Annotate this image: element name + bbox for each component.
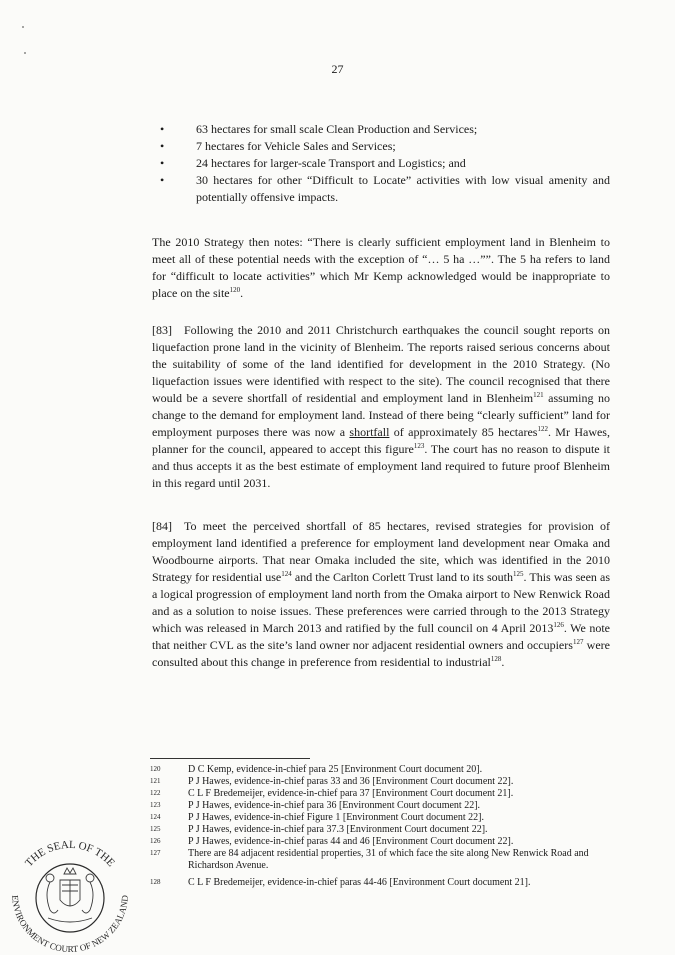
paragraph-text: and the Carlton Corlett Trust land to its south — [291, 570, 513, 584]
scan-mark — [24, 52, 26, 54]
footnote-number: 124 — [150, 813, 161, 821]
paragraph-text: assuming no change to the demand for employment land. Instead of there being “clearly sufficient” land for employment purposes there was now a — [152, 391, 610, 439]
footnote-text: P J Hawes, evidence-in-chief Figure 1 [Environment Court document 22]. — [188, 812, 484, 823]
paragraph-strategy — [152, 234, 610, 302]
coat-of-arms-icon — [46, 868, 94, 922]
paragraph-83 — [152, 322, 610, 492]
paragraph-text: To meet the perceived shortfall of 85 hectares, revised strategies for provision of employment land identified a preference for employment land development near Omaka and Woodbourne airports. That near Omaka included the site, which was identified in the 2010 Strategy for residential use — [152, 519, 610, 584]
footnote-ref: 125 — [513, 570, 524, 578]
bullet-item: • 24 hectares for larger-scale Transport and Logistics; and — [160, 155, 610, 172]
footnote-number: 120 — [150, 765, 161, 773]
footnote-number: 128 — [150, 878, 161, 886]
paragraph-text: . Mr Hawes, planner for the council, appeared to accept this figure — [152, 425, 610, 456]
footnote — [150, 877, 612, 889]
court-seal-stamp — [4, 830, 134, 955]
footnote-number: 123 — [150, 801, 161, 809]
footnote-text: P J Hawes, evidence-in-chief para 36 [Environment Court document 22]. — [188, 800, 481, 811]
footnote-ref: 122 — [537, 425, 548, 433]
footnote-ref: 123 — [413, 442, 425, 450]
footnote-number: 121 — [150, 777, 161, 785]
seal-top-text: THE SEAL OF THE — [23, 838, 117, 870]
footnote-text: C L F Bredemeijer, evidence-in-chief para 37 [Environment Court document 21]. — [188, 788, 514, 799]
footnotes — [150, 764, 612, 889]
footnote-text: D C Kemp, evidence-in-chief para 25 [Environment Court document 20]. — [188, 764, 483, 775]
paragraph-text: The 2010 Strategy then notes: “There is clearly sufficient employment land in Blenheim to meet all of these potential needs with the exception of “… 5 ha …””. The 5 ha refers to land for “difficult to locate activities” which Mr Kemp acknowledged would be inappropriate to place on the site — [152, 235, 610, 300]
footnote — [150, 824, 612, 836]
bullet-item: • 30 hectares for other “Difficult to Locate” activities with low visual amenity and potentially offensive impacts. — [160, 172, 610, 206]
paragraph-text: of approximately 85 hectares — [389, 425, 538, 439]
footnote-ref: 124 — [281, 570, 292, 578]
footnote-number: 122 — [150, 789, 161, 797]
footnote — [150, 764, 612, 776]
paragraph-text: . — [501, 655, 505, 669]
footnote — [150, 848, 612, 872]
footnote-text: P J Hawes, evidence-in-chief para 37.3 [Environment Court document 22]. — [188, 824, 488, 835]
hectare-bullet-list — [160, 121, 610, 206]
paragraph-84 — [152, 518, 610, 671]
scan-mark — [22, 26, 24, 28]
footnote-ref: 127 — [572, 638, 584, 646]
paragraph-number: [84] — [152, 519, 172, 533]
footnote — [150, 812, 612, 824]
footnote — [150, 836, 612, 848]
footnote-ref: 120 — [229, 286, 241, 294]
footnote-number: 127 — [150, 849, 161, 857]
footnote-ref: 126 — [553, 621, 564, 629]
bullet-item: • 63 hectares for small scale Clean Production and Services; — [160, 121, 610, 138]
footnote — [150, 788, 612, 800]
paragraph-text: . — [240, 286, 244, 300]
paragraph-text: . We note that neither CVL as the site’s land owner nor adjacent residential owners and occupiers — [152, 621, 610, 652]
paragraph-text: . The court has no reason to dispute it and thus accepts it as the best estimate of employment land required to future proof Blenheim in this regard until 2031. — [152, 442, 611, 490]
paragraph-text: were consulted about this change in preference from residential to industrial — [152, 638, 610, 669]
footnote-text: P J Hawes, evidence-in-chief paras 33 and 36 [Environment Court document 22]. — [188, 776, 514, 787]
footnote-divider — [150, 758, 310, 759]
footnote — [150, 800, 612, 812]
footnote-ref: 121 — [533, 391, 544, 399]
underlined-text: shortfall — [349, 425, 390, 439]
footnote-text: P J Hawes, evidence-in-chief paras 44 and 46 [Environment Court document 22]. — [188, 836, 514, 847]
footnote-number: 125 — [150, 825, 161, 833]
paragraph-number: [83] — [152, 323, 172, 337]
paragraph-text: Following the 2010 and 2011 Christchurch earthquakes the council sought reports on liquefaction prone land in the vicinity of Blenheim. The reports raised serious concerns about the suitability of some of the land identified for development in the 2010 Strategy. (No liquefaction issues were identified with respect to the site). The council recognised that there would be a severe shortfall of residential and employment land in Blenheim — [152, 323, 610, 405]
footnote-text: There are 84 adjacent residential properties, 31 of which face the site along New Renwick Road and Richardson Avenue. — [188, 848, 589, 871]
footnote-ref: 128 — [490, 655, 502, 663]
paragraph-text: . This was seen as a logical progression of employment land north from the Omaka airport to New Renwick Road and as a solution to noise issues. These preferences were carried through to the 2013 Strategy which was released in March 2013 and ratified by the full council on 4 April 2013 — [152, 570, 610, 635]
footnote — [150, 776, 612, 788]
footnote-number: 126 — [150, 837, 161, 845]
seal-bottom-text: ENVIRONMENT COURT OF NEW ZEALAND — [9, 894, 131, 955]
page-number: 27 — [331, 62, 344, 76]
footnote-text: C L F Bredemeijer, evidence-in-chief paras 44-46 [Environment Court document 21]. — [188, 877, 531, 888]
bullet-item: • 7 hectares for Vehicle Sales and Services; — [160, 138, 610, 155]
